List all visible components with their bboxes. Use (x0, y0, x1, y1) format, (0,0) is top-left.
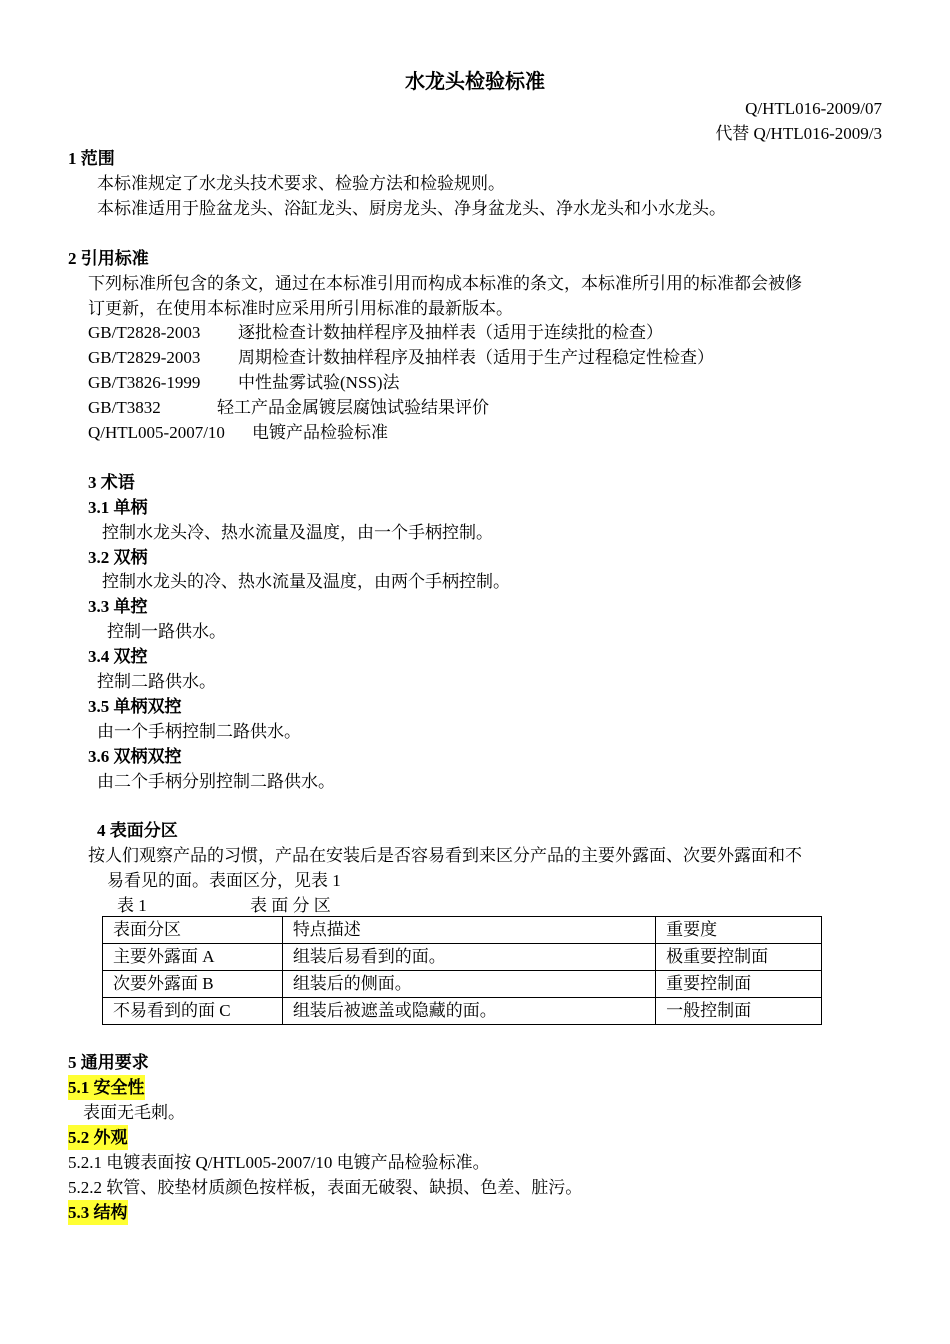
section-1-para-2: 本标准适用于脸盆龙头、浴缸龙头、厨房龙头、净身盆龙头、净水龙头和小水龙头。 (97, 199, 726, 218)
section-3-heading: 3 术语 (88, 473, 135, 492)
term-heading: 3.4 双控 (88, 647, 148, 666)
table-header-cell: 重要度 (656, 917, 822, 944)
ref-code: GB/T2828-2003 (88, 323, 201, 342)
term-definition: 由二个手柄分别控制二路供水。 (97, 772, 335, 791)
section-4-para-line-2: 易看见的面。表面区分，见表 1 (107, 871, 341, 890)
term-definition: 控制一路供水。 (107, 622, 226, 641)
table-cell: 不易看到的面 C (103, 998, 283, 1025)
table-cell: 极重要控制面 (656, 944, 822, 971)
term-definition: 控制水龙头冷、热水流量及温度，由一个手柄控制。 (102, 523, 493, 542)
ref-code: Q/HTL005-2007/10 (88, 423, 225, 442)
table-cell: 次要外露面 B (103, 971, 283, 998)
section-5-1-heading: 5.1 安全性 (68, 1075, 145, 1100)
ref-code: GB/T2829-2003 (88, 348, 201, 367)
term-heading: 3.6 双柄双控 (88, 747, 182, 766)
ref-code: GB/T3826-1999 (88, 373, 201, 392)
term-heading: 3.5 单柄双控 (88, 697, 182, 716)
table-cell: 重要控制面 (656, 971, 822, 998)
term-heading: 3.3 单控 (88, 597, 148, 616)
section-5-2-heading: 5.2 外观 (68, 1125, 128, 1150)
table-header-cell: 表面分区 (103, 917, 283, 944)
section-2-para-line-1: 下列标准所包含的条文，通过在本标准引用而构成本标准的条文，本标准所引用的标准都会被修 (88, 274, 802, 293)
replaces-code: 代替 Q/HTL016-2009/3 (715, 124, 882, 143)
table-caption: 表 面 分 区 (250, 896, 331, 915)
table-cell: 主要外露面 A (103, 944, 283, 971)
section-5-2-2-para: 5.2.2 软管、胶垫材质颜色按样板，表面无破裂、缺损、色差、脏污。 (68, 1178, 583, 1197)
document-code: Q/HTL016-2009/07 (745, 99, 882, 118)
document-title: 水龙头检验标准 (405, 71, 545, 93)
ref-title: 逐批检查计数抽样程序及抽样表（适用于连续批的检查） (238, 323, 663, 342)
term-definition: 控制水龙头的冷、热水流量及温度，由两个手柄控制。 (102, 572, 510, 591)
table-cell: 一般控制面 (656, 998, 822, 1025)
table-cell: 组装后的侧面。 (282, 971, 655, 998)
section-5-2-1-para: 5.2.1 电镀表面按 Q/HTL005-2007/10 电镀产品检验标准。 (68, 1153, 490, 1172)
table-number: 表 1 (117, 896, 147, 915)
ref-title: 周期检查计数抽样程序及抽样表（适用于生产过程稳定性检查） (238, 348, 714, 367)
section-4-heading: 4 表面分区 (97, 821, 178, 840)
table-row (103, 998, 822, 1025)
ref-title: 轻工产品金属镀层腐蚀试验结果评价 (217, 398, 489, 417)
table-cell: 组装后被遮盖或隐藏的面。 (282, 998, 655, 1025)
section-2-para-line-2: 订更新，在使用本标准时应采用所引用标准的最新版本。 (88, 299, 513, 318)
table-header-cell: 特点描述 (282, 917, 655, 944)
term-definition: 控制二路供水。 (97, 672, 216, 691)
table-row (103, 971, 822, 998)
table-row (103, 944, 822, 971)
section-2-heading: 2 引用标准 (68, 249, 149, 268)
section-5-1-para: 表面无毛刺。 (83, 1103, 185, 1122)
ref-title: 中性盐雾试验(NSS)法 (238, 373, 400, 392)
term-heading: 3.2 双柄 (88, 548, 148, 567)
ref-code: GB/T3832 (88, 398, 161, 417)
section-5-3-heading: 5.3 结构 (68, 1200, 128, 1225)
surface-zone-table (102, 916, 822, 1025)
section-5-heading: 5 通用要求 (68, 1053, 149, 1072)
table-cell: 组装后易看到的面。 (282, 944, 655, 971)
section-4-para-line-1: 按人们观察产品的习惯，产品在安装后是否容易看到来区分产品的主要外露面、次要外露面和不 (88, 846, 802, 865)
term-heading: 3.1 单柄 (88, 498, 148, 517)
term-definition: 由一个手柄控制二路供水。 (97, 722, 301, 741)
section-1-heading: 1 范围 (68, 149, 115, 168)
section-1-para-1: 本标准规定了水龙头技术要求、检验方法和检验规则。 (97, 174, 505, 193)
ref-title: 电镀产品检验标准 (252, 423, 388, 442)
table-header-row (103, 917, 822, 944)
